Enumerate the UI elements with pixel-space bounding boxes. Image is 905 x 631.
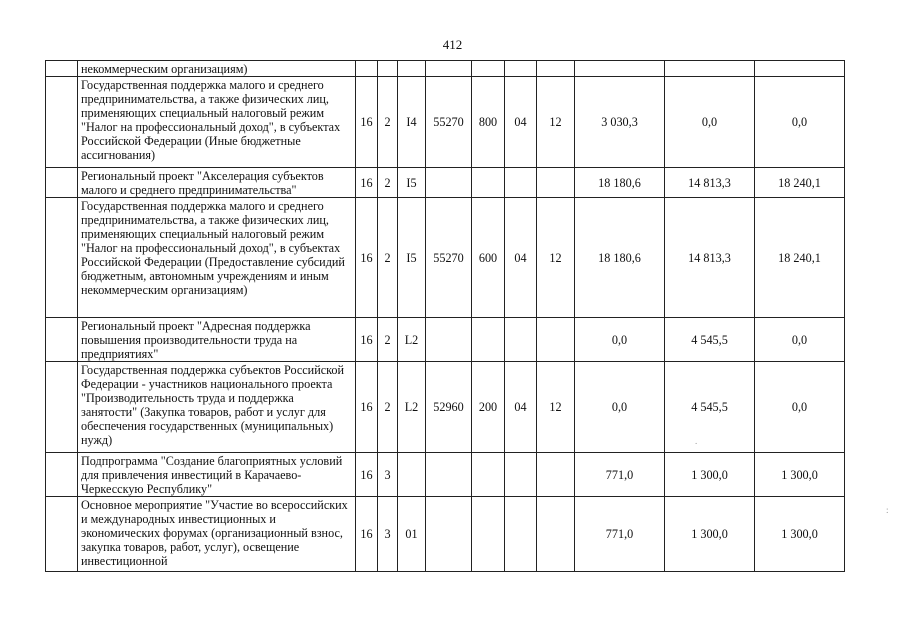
code-cell	[472, 453, 505, 497]
code-cell	[505, 168, 537, 198]
table-row	[46, 497, 845, 572]
index-cell	[46, 453, 78, 497]
amount-cell: 0,0	[575, 318, 665, 362]
code-cell	[472, 318, 505, 362]
amount-cell: 1 300,0	[665, 453, 755, 497]
code-cell	[398, 453, 426, 497]
index-cell	[46, 362, 78, 453]
amount-cell: 4 545,5	[665, 318, 755, 362]
code-cell: 16	[356, 168, 378, 198]
code-cell: 04	[505, 362, 537, 453]
code-cell	[505, 318, 537, 362]
code-cell: 2	[378, 318, 398, 362]
code-cell	[472, 497, 505, 572]
code-cell: 04	[505, 198, 537, 318]
code-cell: 12	[537, 77, 575, 168]
table-row	[46, 77, 845, 168]
scan-speck: .	[695, 436, 698, 446]
index-cell	[46, 497, 78, 572]
code-cell	[426, 168, 472, 198]
code-cell: 01	[398, 497, 426, 572]
code-cell: 16	[356, 453, 378, 497]
code-cell	[472, 168, 505, 198]
code-cell	[426, 318, 472, 362]
code-cell: 16	[356, 77, 378, 168]
table-row	[46, 198, 845, 318]
amount-cell: 4 545,5	[665, 362, 755, 453]
amount-cell: 18 180,6	[575, 168, 665, 198]
code-cell	[472, 61, 505, 77]
code-cell	[398, 61, 426, 77]
code-cell: 16	[356, 362, 378, 453]
row-name: Государственная поддержка малого и среднего предпринимательства, а также физических лиц, применяющих специальный налоговый режим "Налог на профессиональный доход", в субъектах Российской Федерации (Предоставление субсидий бюджетным, автономным учреждениям и иным некоммерческим организациям)	[78, 198, 356, 318]
scan-speck: :	[886, 505, 889, 515]
amount-cell: 0,0	[575, 362, 665, 453]
code-cell	[537, 453, 575, 497]
code-cell	[426, 453, 472, 497]
row-name: Государственная поддержка малого и среднего предпринимательства, а также физических лиц, применяющих специальный налоговый режим "Налог на профессиональный доход", в субъектах Российской Федерации (Иные бюджетные ассигнования)	[78, 77, 356, 168]
code-cell: I5	[398, 198, 426, 318]
code-cell: 3	[378, 497, 398, 572]
code-cell	[378, 61, 398, 77]
code-cell	[505, 453, 537, 497]
code-cell: 16	[356, 318, 378, 362]
code-cell	[537, 318, 575, 362]
code-cell	[505, 61, 537, 77]
amount-cell: 1 300,0	[755, 453, 845, 497]
amount-cell: 771,0	[575, 497, 665, 572]
index-cell	[46, 168, 78, 198]
code-cell: 600	[472, 198, 505, 318]
code-cell: 55270	[426, 198, 472, 318]
table-row	[46, 362, 845, 453]
code-cell: 2	[378, 362, 398, 453]
amount-cell: 3 030,3	[575, 77, 665, 168]
amount-cell: 14 813,3	[665, 168, 755, 198]
amount-cell	[575, 61, 665, 77]
row-name: некоммерческим организациям)	[78, 61, 356, 77]
code-cell: 800	[472, 77, 505, 168]
amount-cell: 0,0	[755, 362, 845, 453]
code-cell: 16	[356, 198, 378, 318]
code-cell: 2	[378, 168, 398, 198]
amount-cell: 18 180,6	[575, 198, 665, 318]
code-cell: I4	[398, 77, 426, 168]
amount-cell: 1 300,0	[665, 497, 755, 572]
page-number: 412	[442, 37, 463, 52]
amount-cell: 771,0	[575, 453, 665, 497]
code-cell: 55270	[426, 77, 472, 168]
table-row	[46, 453, 845, 497]
amount-cell: 18 240,1	[755, 168, 845, 198]
code-cell: 3	[378, 453, 398, 497]
row-name: Региональный проект "Адресная поддержка повышения производительности труда на предприятиях"	[78, 318, 356, 362]
index-cell	[46, 77, 78, 168]
table-row	[46, 168, 845, 198]
amount-cell: 0,0	[665, 77, 755, 168]
table-row	[46, 318, 845, 362]
row-name: Региональный проект "Акселерация субъектов малого и среднего предпринимательства"	[78, 168, 356, 198]
budget-table	[45, 60, 845, 572]
code-cell	[426, 497, 472, 572]
code-cell	[537, 168, 575, 198]
amount-cell: 0,0	[755, 77, 845, 168]
amount-cell	[665, 61, 755, 77]
code-cell: 04	[505, 77, 537, 168]
code-cell: 2	[378, 77, 398, 168]
code-cell: 200	[472, 362, 505, 453]
code-cell	[426, 61, 472, 77]
row-name: Основное мероприятие "Участие во всероссийских и международных инвестиционных и экономических форумах (организационный взнос, закупка товаров, работ, услуг), освещение инвестиционной	[78, 497, 356, 572]
table-row	[46, 61, 845, 77]
amount-cell: 1 300,0	[755, 497, 845, 572]
amount-cell: 14 813,3	[665, 198, 755, 318]
index-cell	[46, 61, 78, 77]
code-cell: I5	[398, 168, 426, 198]
row-name: Государственная поддержка субъектов Российской Федерации - участников национального проекта "Производительность труда и поддержка занятости" (Закупка товаров, работ и услуг для обеспечения государственных (муниципальных) нужд)	[78, 362, 356, 453]
code-cell: 52960	[426, 362, 472, 453]
code-cell: 12	[537, 198, 575, 318]
code-cell	[505, 497, 537, 572]
code-cell: L2	[398, 318, 426, 362]
amount-cell	[755, 61, 845, 77]
amount-cell: 0,0	[755, 318, 845, 362]
code-cell: L2	[398, 362, 426, 453]
row-name: Подпрограмма "Создание благоприятных условий для привлечения инвестиций в Карачаево-Черкесскую Республику"	[78, 453, 356, 497]
code-cell: 2	[378, 198, 398, 318]
amount-cell: 18 240,1	[755, 198, 845, 318]
index-cell	[46, 318, 78, 362]
code-cell	[356, 61, 378, 77]
code-cell: 12	[537, 362, 575, 453]
code-cell: 16	[356, 497, 378, 572]
code-cell	[537, 497, 575, 572]
code-cell	[537, 61, 575, 77]
index-cell	[46, 198, 78, 318]
